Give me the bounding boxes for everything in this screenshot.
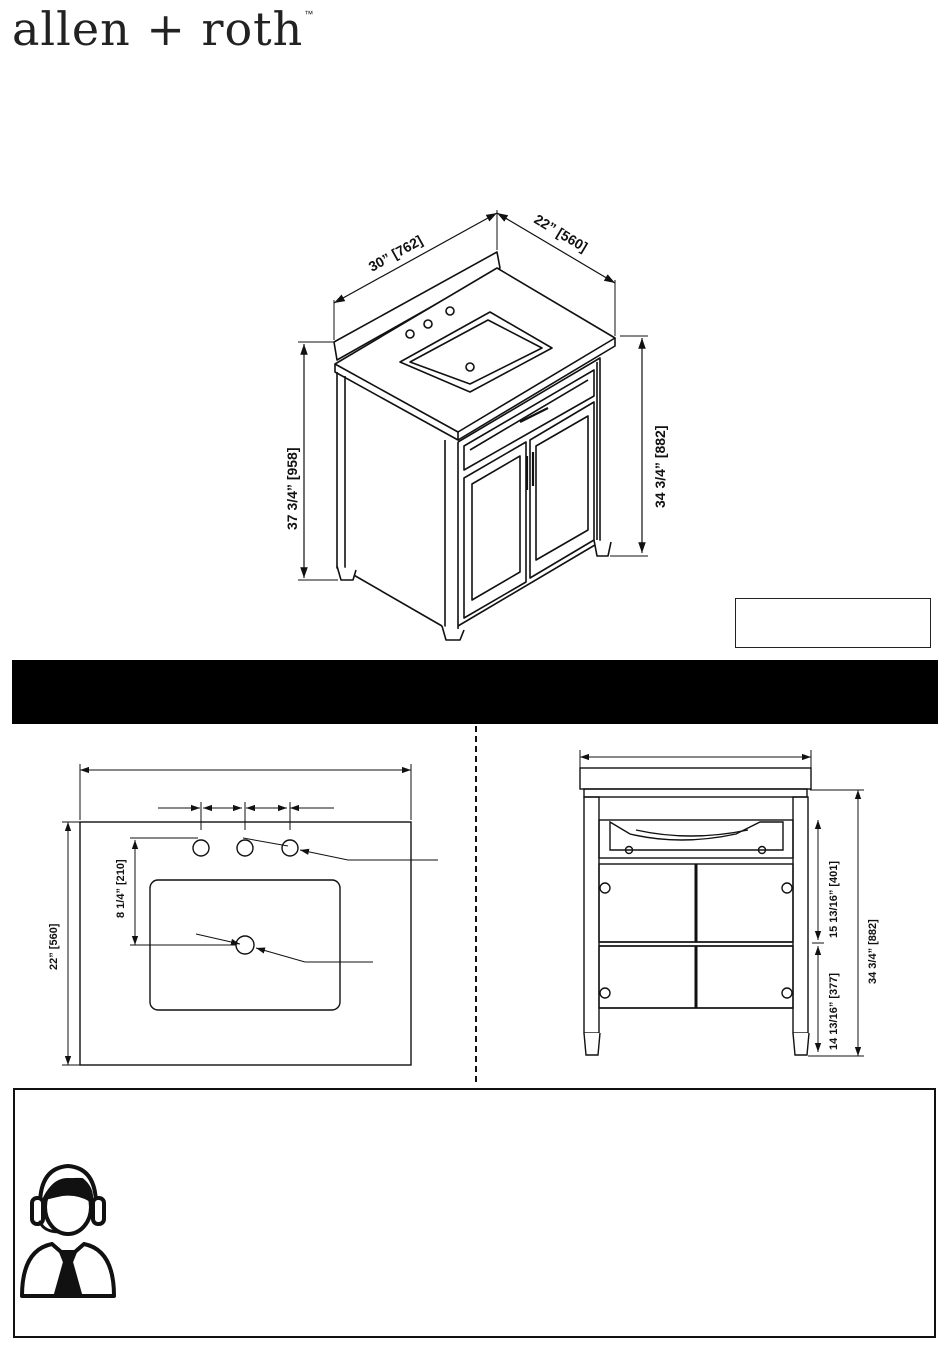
brand-name: allen + roth (12, 2, 304, 56)
depth-dimension-3d: 22” [560] (531, 210, 591, 256)
section-header-band (12, 660, 938, 724)
trademark-symbol: ™ (304, 9, 315, 19)
faucet-to-drain-dimension: 8 1/4” [210] (115, 859, 127, 918)
view-divider (475, 726, 477, 1082)
isometric-vanity-drawing (298, 210, 648, 640)
customer-service-box (13, 1088, 936, 1338)
cabinet-height-dimension-3d: 34 3/4” [882] (652, 425, 668, 508)
width-dimension-3d: 30” [762] (365, 231, 426, 275)
model-number-box (735, 598, 931, 648)
top-depth-dimension: 22” [560] (48, 923, 60, 970)
total-height-dimension-3d: 37 3/4” [958] (284, 447, 300, 530)
lower-height-dimension: 14 13/16” [377] (828, 972, 840, 1050)
front-view-drawing (580, 750, 864, 1056)
upper-height-dimension: 15 13/16” [401] (828, 860, 840, 938)
front-cabinet-height-dimension: 34 3/4” [882] (867, 919, 879, 984)
